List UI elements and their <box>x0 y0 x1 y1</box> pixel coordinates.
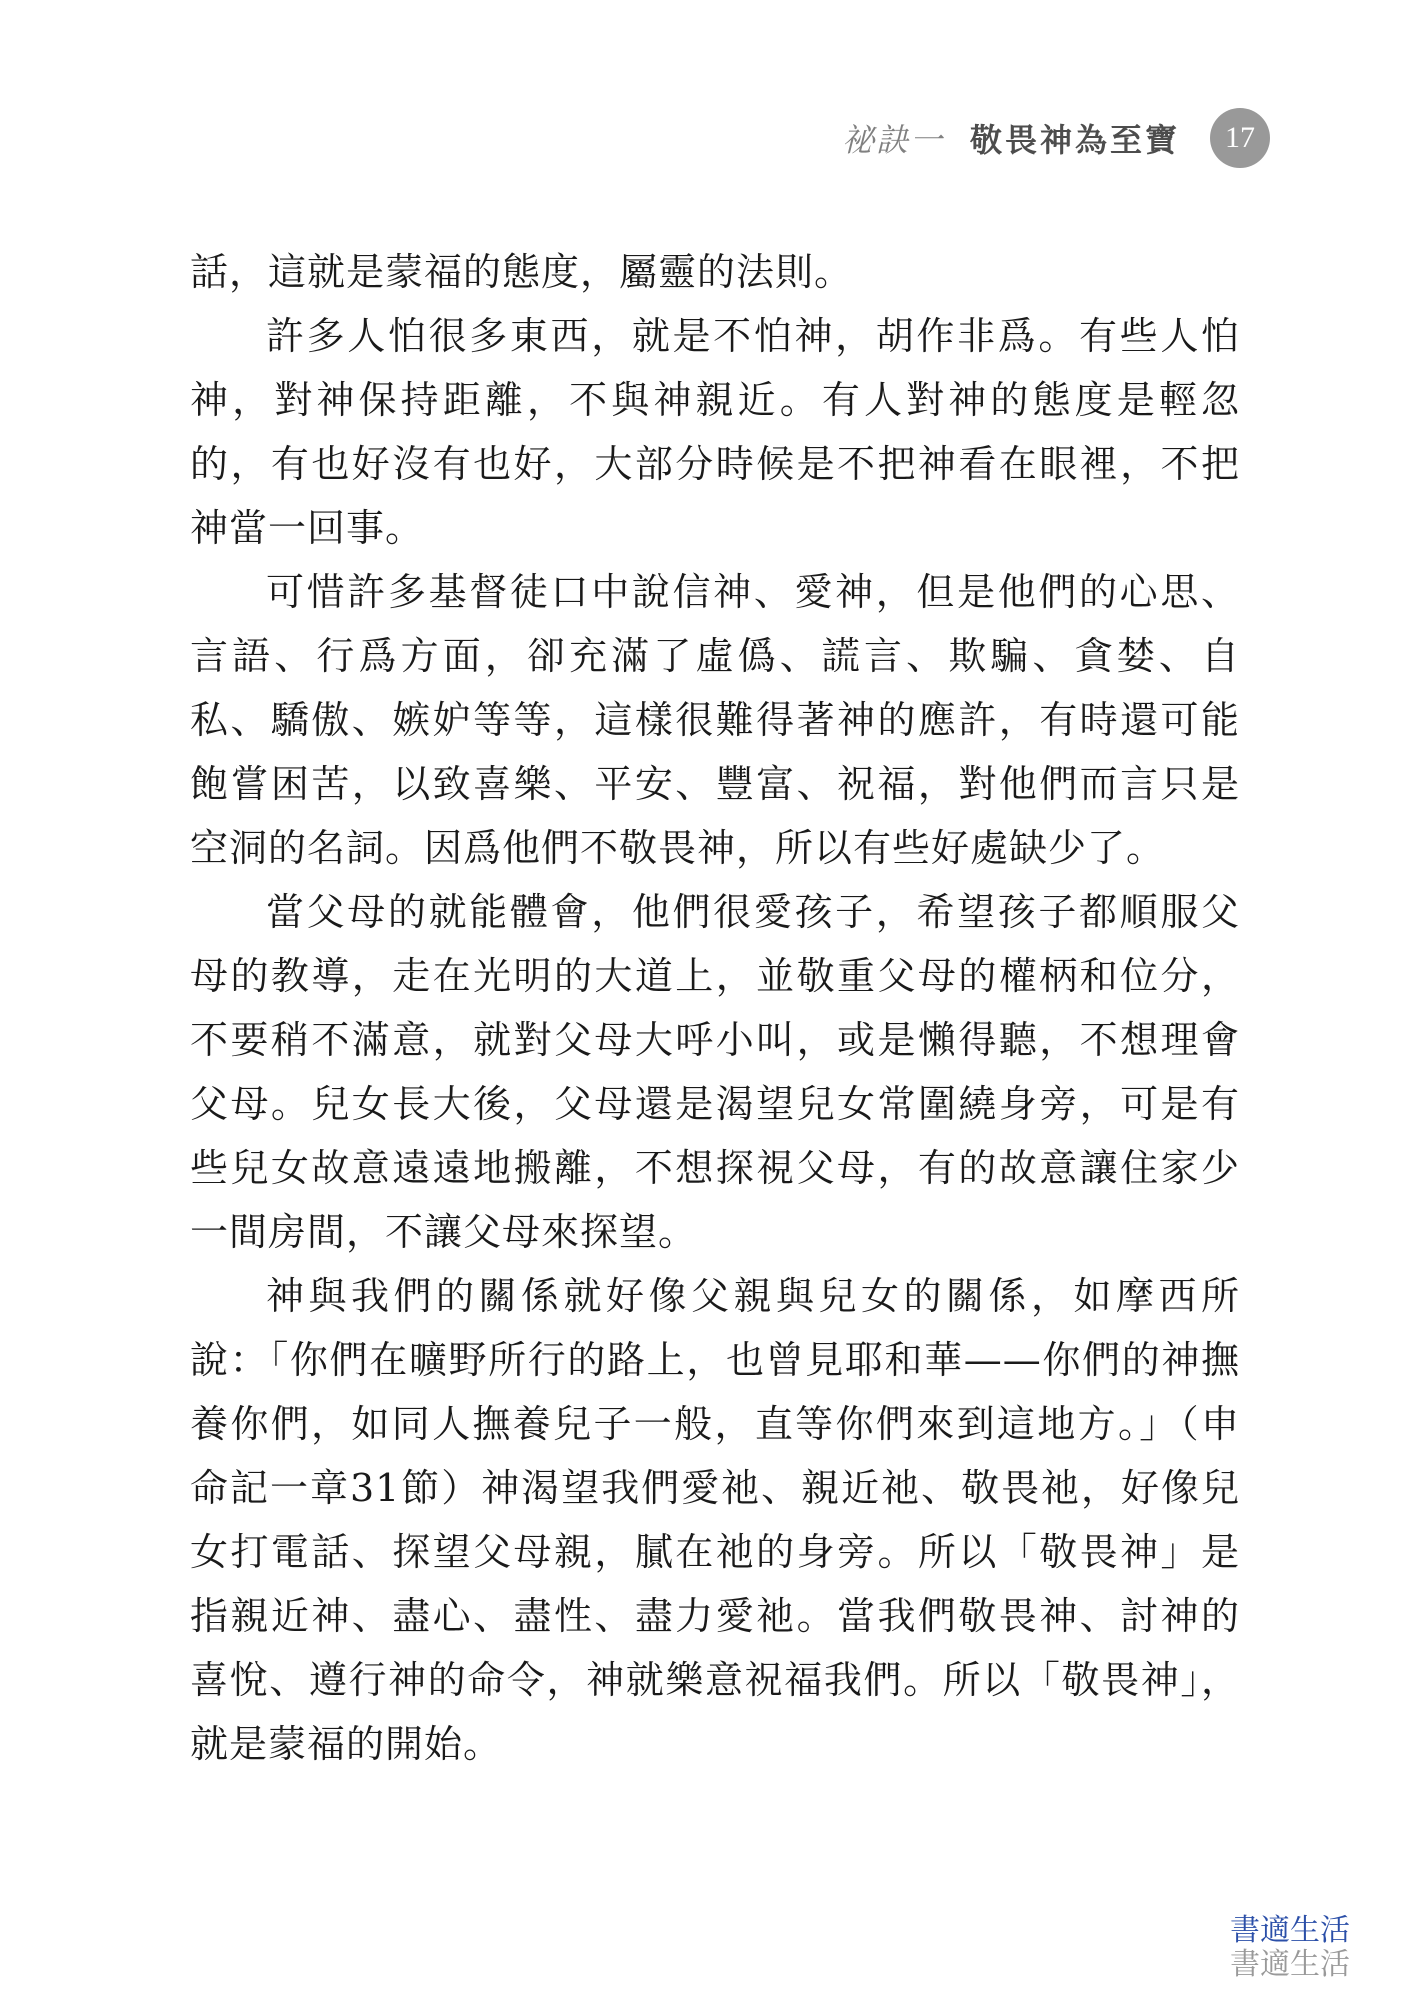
header-secret-label: 祕訣一 <box>841 121 944 159</box>
watermark <box>1230 1914 1350 1982</box>
paragraph-continued: 話，這就是蒙福的態度，屬靈的法則。 <box>190 250 854 294</box>
paragraph: 可惜許多基督徒口中說信神、愛神，但是他們的心思、言語、行爲方面，卻充滿了虛僞、謊言、欺騙、貪婪、自私、驕傲、嫉妒等等，這樣很難得著神的應許，有時還可能飽嘗困苦，以致喜樂、平安、豐富、祝福，對他們而言只是空洞的名詞。因爲他們不敬畏神，所以有些好處缺少了。 <box>190 570 1240 870</box>
watermark-line: 書適生活 <box>1230 1947 1350 1982</box>
watermark-line: 書適生活 <box>1230 1913 1350 1948</box>
paragraph: 許多人怕很多東西，就是不怕神，胡作非爲。有些人怕神，對神保持距離，不與神親近。有人對神的態度是輕忽的，有也好沒有也好，大部分時候是不把神看在眼裡，不把神當一回事。 <box>190 314 1240 550</box>
paragraph: 當父母的就能體會，他們很愛孩子，希望孩子都順服父母的教導，走在光明的大道上，並敬重父母的權柄和位分，不要稍不滿意，就對父母大呼小叫，或是懶得聽，不想理會父母。兒女長大後，父母還是渴望兒女常圍繞身旁，可是有些兒女故意遠遠地搬離，不想探視父母，有的故意讓住家少一間房間，不讓父母來探望。 <box>190 890 1240 1254</box>
body-text <box>190 240 1240 1776</box>
paragraph: 神與我們的關係就好像父親與兒女的關係，如摩西所說：「你們在曠野所行的路上，也曾見耶和華——你們的神撫養你們，如同人撫養兒子一般，直等你們來到這地方。」（申命記一章31節）神渴望我們愛祂、親近祂、敬畏祂，好像兒女打電話、探望父母親，膩在祂的身旁。所以「敬畏神」是指親近神、盡心、盡性、盡力愛祂。當我們敬畏神、討神的喜悅、遵行神的命令，神就樂意祝福我們。所以「敬畏神」，就是蒙福的開始。 <box>190 1274 1240 1766</box>
page-number-badge: 17 <box>1210 108 1270 168</box>
running-header <box>842 108 1270 168</box>
header-chapter-title: 敬畏神為至寶 <box>969 121 1180 159</box>
